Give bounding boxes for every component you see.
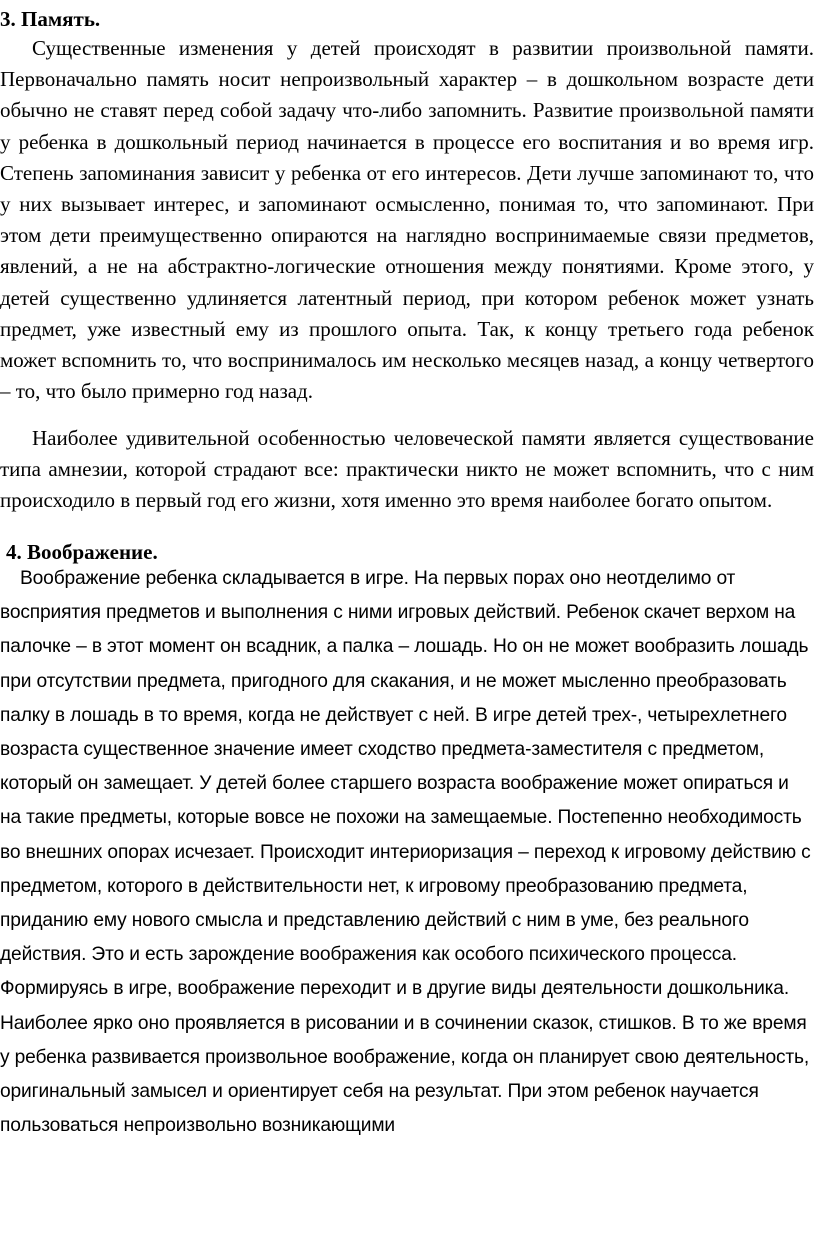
paragraph-memory-amnesia: Наиболее удивительной особенностью человеческой памяти является существование типа амнезии, которой страдают все: практически никто не может вспомнить, что с ним происходило в первый год его жизни, хотя именно это время наиболее богато опытом. [0,426,814,513]
paragraph-imagination: Воображение ребенка складывается в игре. На первых порах оно неотделимо от восприятия предметов и выполнения с ними игровых действий. Ребенок скачет верхом на палочке – в этот момент он всадник, а палка – лошадь. Но он не может вообразить лошадь при отсутствии предмета, пригодного для скакания, и не может мысленно преобразовать палку в лошадь в то время, когда не действует с ней. В игре детей трех-, четырехлетнего возраста существенное значение имеет сходство предмета-заместителя с предметом, который он замещает. У детей более старшего возраста воображение может опираться и на такие предметы, которые вовсе не похожи на замещаемые. Постепенно необходимость во внешних опорах исчезает. Происходит интериоризация – переход к игровому действию с предметом, которого в действительности нет, к игровому преобразованию предмета, приданию ему нового смысла и представлению действий с ним в уме, без реального действия. Это и есть зарождение воображения как особого психического процесса. Формируясь в игре, воображение переходит и в другие виды деятельности дошкольника. Наиболее ярко оно проявляется в рисовании и в сочинении сказок, стишков. В то же время у ребенка развивается произвольное воображение, когда он планирует свою деятельность, оригинальный замысел и ориентирует себя на результат. При этом ребенок научается пользоваться непроизвольно возникающими [0,568,811,1137]
paragraph-memory-development: Существенные изменения у детей происходят в развитии произвольной памяти. Первоначально память носит непроизвольный характер – в дошкольном возрасте дети обычно не ставят перед собой задачу что-либо запомнить. Развитие произвольной памяти у ребенка в дошкольный период начинается в процессе его воспитания и во время игр. Степень запоминания зависит у ребенка от его интересов. Дети лучше запоминают то, что у них вызывает интерес, и запоминают осмысленно, понимая то, что запоминают. При этом дети преимущественно опираются на наглядно воспринимаемые связи предметов, явлений, а не на абстрактно-логические отношения между понятиями. Кроме этого, у детей существенно удлиняется латентный период, при котором ребенок может узнать предмет, уже известный ему из прошлого опыта. Так, к концу третьего года ребенок может вспомнить то, что воспринималось им несколько месяцев назад, а концу четвертого – то, что было примерно год назад. [0,36,814,404]
section-heading-memory: 3. Память. [0,7,101,31]
section-heading-imagination: 4. Воображение. [6,540,158,564]
